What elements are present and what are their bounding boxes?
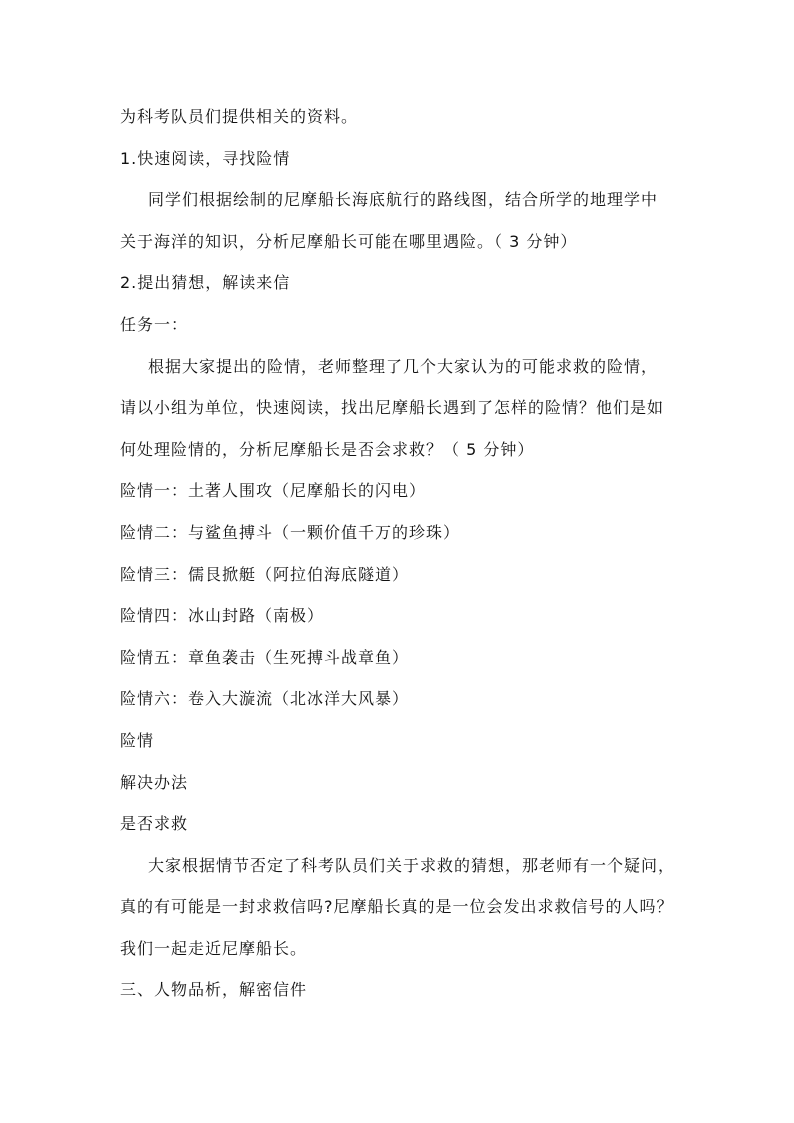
- paragraph-line: 同学们根据绘制的尼摩船长海底航行的路线图，结合所学的地理学中: [148, 190, 659, 210]
- section-heading: 1.快速阅读，寻找险情: [120, 148, 291, 168]
- section-heading: 三、人物品析，解密信件: [120, 980, 308, 1000]
- paragraph-line: 何处理险情的，分析尼摩船长是否会求救？（ 5 分钟）: [120, 439, 535, 459]
- section-heading: 2.提出猜想，解读来信: [120, 273, 291, 293]
- paragraph-line: 真的有可能是一封求救信吗?尼摩船长真的是一位会发出求救信号的人吗？: [120, 897, 674, 917]
- paragraph-line: 请以小组为单位，快速阅读，找出尼摩船长遇到了怎样的险情？他们是如: [120, 398, 665, 418]
- table-header-rescue: 是否求救: [120, 814, 189, 834]
- document-body: [120, 96, 720, 1011]
- paragraph-line: 根据大家提出的险情，老师整理了几个大家认为的可能求救的险情，: [148, 356, 659, 376]
- paragraph-line: 关于海洋的知识，分析尼摩船长可能在哪里遇险。（ 3 分钟）: [120, 231, 578, 251]
- table-header-solution: 解决办法: [120, 772, 189, 792]
- paragraph-line: 为科考队员们提供相关的资料。: [120, 107, 359, 126]
- paragraph-line: 大家根据情节否定了科考队员们关于求救的猜想，那老师有一个疑问，: [148, 855, 676, 875]
- danger-item: 险情六：卷入大漩流（北冰洋大风暴）: [120, 689, 410, 709]
- danger-item: 险情五：章鱼袭击（生死搏斗战章鱼）: [120, 647, 410, 667]
- danger-item: 险情二：与鲨鱼搏斗（一颗价值千万的珍珠）: [120, 522, 461, 542]
- paragraph-line: 我们一起走近尼摩船长。: [120, 938, 308, 958]
- danger-item: 险情三：儒艮掀艇（阿拉伯海底隧道）: [120, 564, 410, 584]
- table-header-danger: 险情: [120, 730, 155, 750]
- danger-item: 险情一：土著人围攻（尼摩船长的闪电）: [120, 481, 427, 501]
- danger-item: 险情四：冰山封路（南极）: [120, 606, 325, 626]
- task-label: 任务一：: [120, 314, 189, 334]
